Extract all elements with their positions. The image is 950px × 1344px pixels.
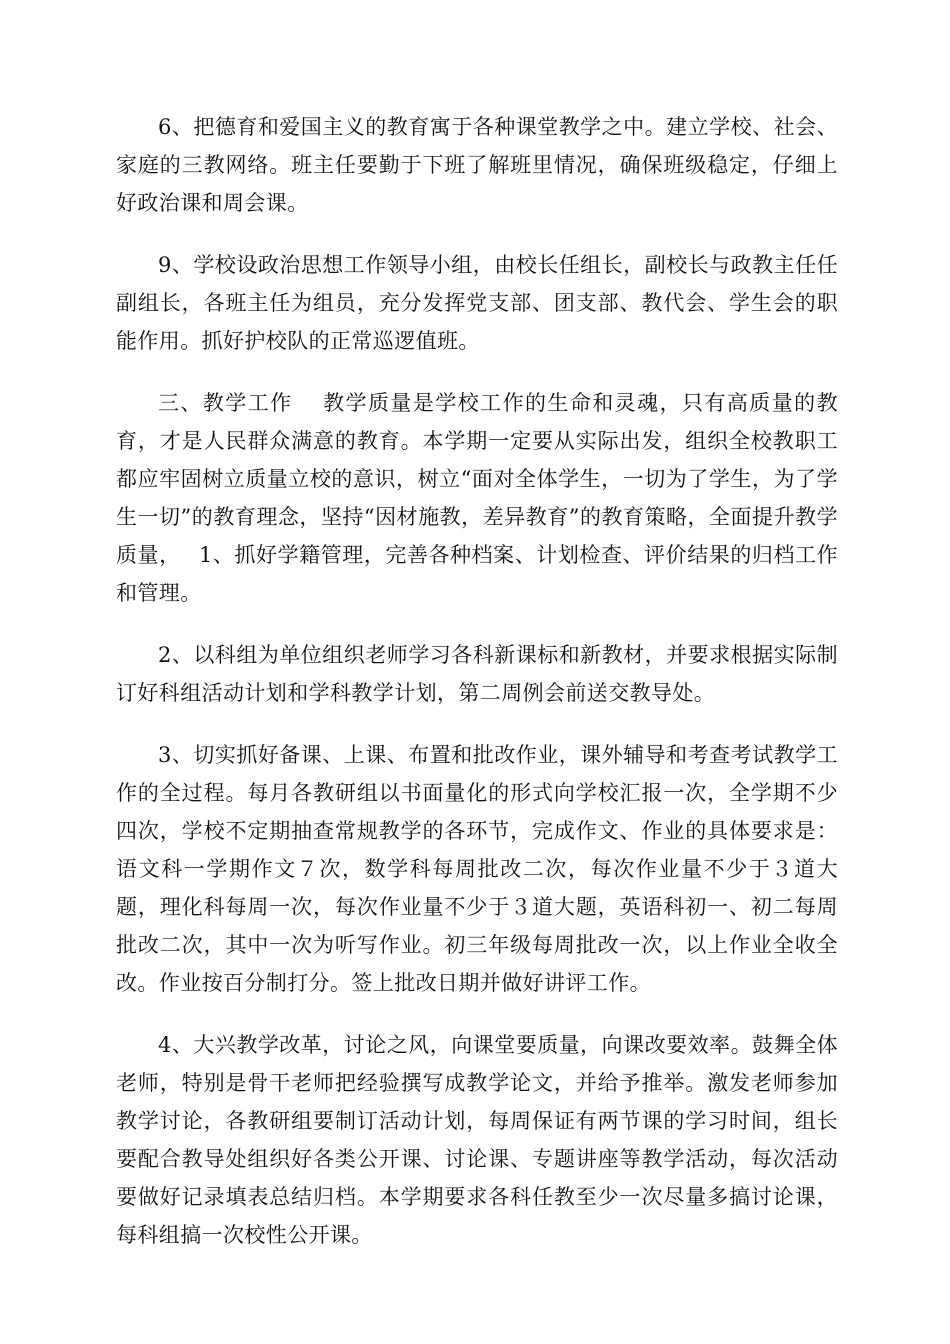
paragraph-4-teaching-reform: 4、大兴教学改革，讨论之风，向课堂要质量，向课改要效率。鼓舞全体老师，特别是骨干老师把经验撰写成教学论文，并给予推举。激发老师参加教学讨论，各教研组要制订活动计划，每周保证有两节课的学习时间，组长要配合教导处组织好各类公开课、讨论课、专题讲座等教学活动，每次活动要做好记录填表总结归档。本学期要求各科任教至少一次尽量多搞讨论课，每科组搞一次校性公开课。 xyxy=(116,1033,838,1247)
paragraph-teaching-work: 三、教学工作 教学质量是学校工作的生命和灵魂，只有高质量的教育，才是人民群众满意的教育。本学期一定要从实际出发，组织全校教职工都应牢固树立质量立校的意识，树立“面对全体学生，一切为了学生，为了学生一切”的教育理念，坚持“因材施教，差异教育”的教育策略，全面提升教学质量， 1、抓好学籍管理，完善各种档案、计划检查、评价结果的归档工作和管理。 xyxy=(116,391,838,605)
document-page xyxy=(116,108,838,1278)
paragraph-2-curriculum-study: 2、以科组为单位组织老师学习各科新课标和新教材，并要求根据实际制订好科组活动计划和学科教学计划，第二周例会前送交教导处。 xyxy=(116,643,838,705)
paragraph-3-homework-requirements: 3、切实抓好备课、上课、布置和批改作业，课外辅导和考查考试教学工作的全过程。每月各教研组以书面量化的形式向学校汇报一次，全学期不少四次，学校不定期抽查常规教学的各环节，完成作文、作业的具体要求是：语文科一学期作文７次，数学科每周批改二次，每次作业量不少于３道大题，理化科每周一次，每次作业量不少于３道大题，英语科初一、初二每周批改二次，其中一次为听写作业。初三年级每周批改一次，以上作业全收全改。作业按百分制打分。签上批改日期并做好讲评工作。 xyxy=(116,743,838,995)
paragraph-6-moral-education: 6、把德育和爱国主义的教育寓于各种课堂教学之中。建立学校、社会、家庭的三教网络。班主任要勤于下班了解班里情况，确保班级稳定，仔细上好政治课和周会课。 xyxy=(116,115,838,215)
paragraph-9-political-work-group: 9、学校设政治思想工作领导小组，由校长任组长，副校长与政教主任任副组长，各班主任为组员，充分发挥党支部、团支部、教代会、学生会的职能作用。抓好护校队的正常巡逻值班。 xyxy=(116,253,838,353)
